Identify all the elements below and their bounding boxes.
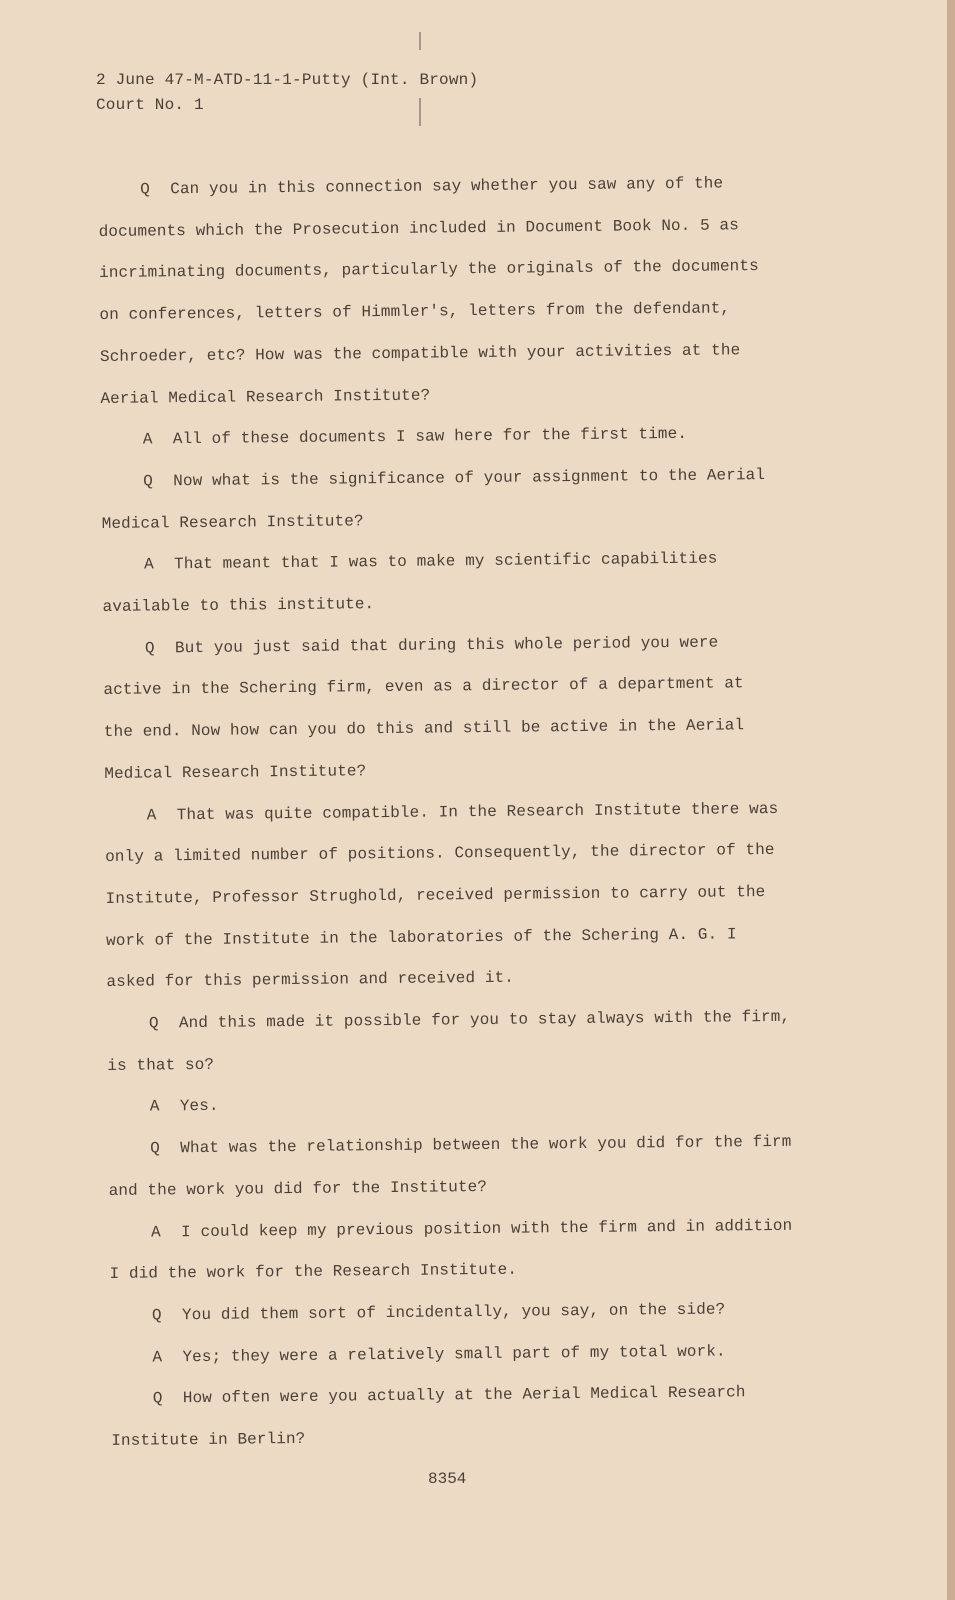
- transcript-text: That meant that I was to make my scientific capabilities: [174, 549, 718, 574]
- speaker-marker: A: [142, 430, 153, 449]
- transcript-text: Now what is the significance of your assignment to the Aerial: [173, 465, 766, 491]
- question-line: [107, 996, 847, 1045]
- transcript-text: Yes.: [179, 1097, 219, 1116]
- text-line: Institute, Professor Strughold, received permission to carry out the: [105, 883, 766, 908]
- answer-line: [109, 1205, 849, 1254]
- text-line: the end. Now how can you do this and still be active in the Aerial: [103, 716, 745, 742]
- text-line: work of the Institute in the laboratories of the Schering A. G. I: [105, 925, 737, 950]
- question-line: [108, 1121, 848, 1170]
- transcript-text: What was the relationship between the work you did for the firm: [180, 1132, 792, 1158]
- speaker-marker: Q: [150, 1139, 161, 1158]
- transcript-text: But you just said that during this whole period you were: [174, 633, 719, 657]
- text-line: Aerial Medical Research Institute?: [100, 386, 431, 408]
- text-line: available to this institute.: [102, 595, 375, 617]
- transcript-text: All of these documents I saw here for the first time.: [172, 425, 688, 449]
- page-number: 8354: [428, 1470, 467, 1488]
- text-line: incriminating documents, particularly the originals of the documents: [98, 257, 759, 283]
- text-line: asked for this permission and received it.: [106, 969, 515, 992]
- transcript-text: That was quite compatible. In the Research Institute there was: [176, 799, 779, 824]
- question-line: [111, 1372, 851, 1421]
- header-reference: 2 June 47-M-ATD-11-1-Putty (Int. Brown): [96, 71, 479, 89]
- speaker-marker: Q: [151, 1306, 162, 1325]
- speaker-marker: Q: [143, 472, 154, 491]
- text-line: is that so?: [107, 1055, 215, 1075]
- document-header: [96, 68, 478, 118]
- transcript-text: Yes; they were a relatively small part of my total work.: [182, 1342, 726, 1366]
- transcript-text: And this made it possible for you to stay always with the firm,: [178, 1007, 791, 1033]
- text-line: on conferences, letters of Himmler's, letters from the defendant,: [99, 299, 731, 325]
- transcript-text: I could keep my previous position with the firm and in addition: [181, 1216, 793, 1241]
- speaker-marker: Q: [144, 639, 155, 658]
- text-line: active in the Schering firm, even as a director of a department at: [103, 674, 744, 700]
- paper-mark: [419, 32, 421, 50]
- speaker-marker: Q: [140, 180, 151, 199]
- transcript-text: You did them sort of incidentally, you say, on the side?: [181, 1300, 726, 1325]
- text-line: Medical Research Institute?: [104, 762, 367, 783]
- text-line: documents which the Prosecution included in Document Book No. 5 as: [98, 215, 740, 241]
- speaker-marker: A: [149, 1097, 160, 1116]
- transcript-body: [98, 162, 851, 1462]
- speaker-marker: A: [144, 555, 154, 574]
- speaker-marker: Q: [152, 1389, 163, 1408]
- header-court: Court No. 1: [96, 96, 204, 114]
- speaker-marker: A: [152, 1348, 163, 1367]
- text-line: I did the work for the Research Institute.: [109, 1260, 518, 1284]
- transcript-text: How often were you actually at the Aerial Medical Research: [182, 1383, 746, 1408]
- question-line: [101, 454, 841, 503]
- text-line: Medical Research Institute?: [101, 511, 364, 533]
- text-line: Institute in Berlin?: [111, 1429, 306, 1451]
- text-line: and the work you did for the Institute?: [108, 1177, 488, 1200]
- speaker-marker: Q: [148, 1014, 159, 1033]
- transcript-text: Can you in this connection say whether you saw any of the: [170, 174, 724, 199]
- speaker-marker: A: [151, 1222, 161, 1242]
- text-line: only a limited number of positions. Consequently, the director of the: [105, 841, 775, 867]
- speaker-marker: A: [146, 805, 157, 825]
- text-line: Schroeder, etc? How was the compatible with your activities at the: [99, 341, 741, 366]
